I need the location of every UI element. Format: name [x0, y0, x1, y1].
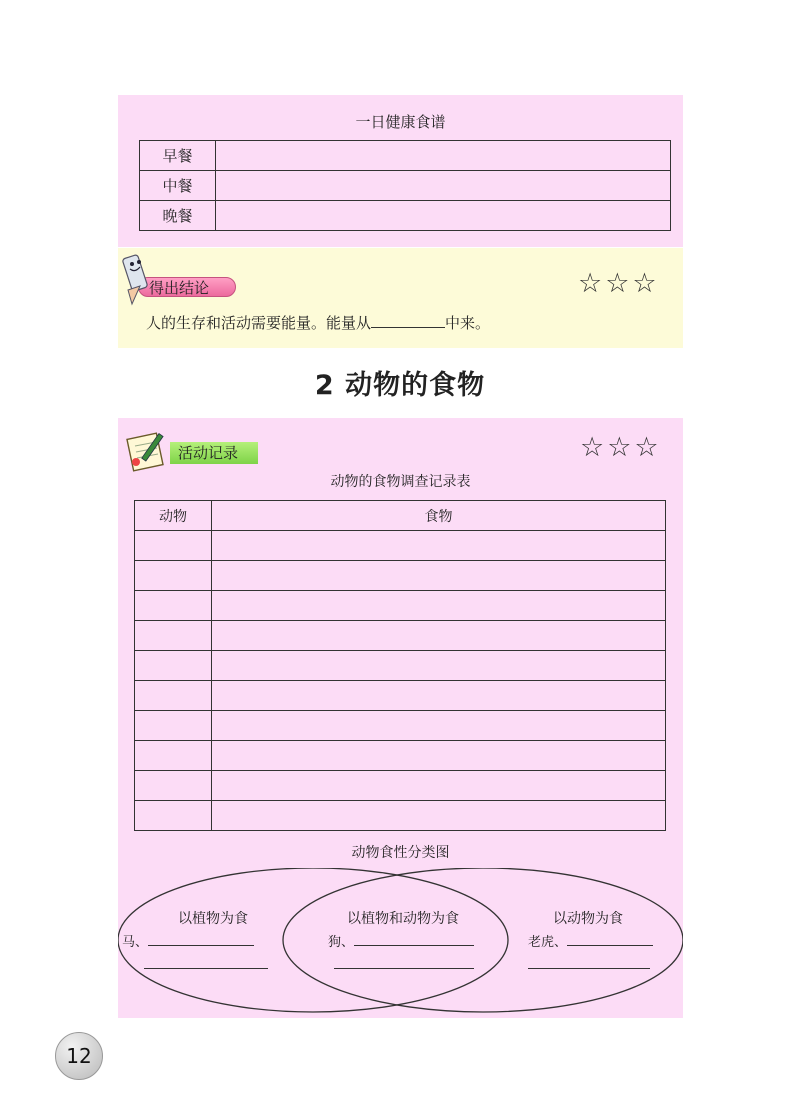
classification-title: 动物食性分类图 — [351, 845, 450, 861]
meal-label-dinner: 晚餐 — [140, 201, 216, 231]
column-header-animal: 动物 — [135, 501, 212, 531]
conclusion-banner: 得出结论 — [138, 277, 236, 297]
group-example-omnivore — [328, 931, 474, 950]
animal-cell[interactable] — [135, 681, 212, 711]
meal-plan-title: 一日健康食谱 — [355, 113, 446, 131]
food-cell[interactable] — [212, 771, 666, 801]
answer-blank[interactable] — [528, 968, 650, 969]
page-number: 12 — [55, 1032, 103, 1080]
activity-panel — [118, 418, 683, 1018]
answer-blank[interactable] — [144, 968, 268, 969]
food-cell[interactable] — [212, 711, 666, 741]
meal-entry-lunch[interactable] — [216, 171, 671, 201]
answer-blank[interactable] — [567, 933, 653, 946]
animal-food-table — [134, 500, 666, 831]
example-text: 老虎、 — [528, 935, 568, 950]
animal-cell[interactable] — [135, 651, 212, 681]
table-row — [135, 561, 666, 591]
rating-stars: ☆☆☆ — [578, 268, 660, 299]
meal-entry-breakfast[interactable] — [216, 141, 671, 171]
table-row — [140, 171, 671, 201]
food-cell[interactable] — [212, 741, 666, 771]
activity-banner: 活动记录 — [170, 442, 258, 464]
animal-cell[interactable] — [135, 561, 212, 591]
animal-cell[interactable] — [135, 801, 212, 831]
conclusion-sentence — [146, 312, 490, 333]
table-row — [135, 681, 666, 711]
table-row — [135, 591, 666, 621]
table-row — [135, 711, 666, 741]
food-cell[interactable] — [212, 531, 666, 561]
conclusion-blank[interactable] — [371, 313, 445, 328]
table-row — [135, 621, 666, 651]
group-label-herbivore: 以植物为食 — [178, 911, 248, 927]
food-cell[interactable] — [212, 561, 666, 591]
table-row — [135, 771, 666, 801]
group-example-carnivore — [528, 931, 653, 950]
answer-blank[interactable] — [354, 933, 474, 946]
food-cell[interactable] — [212, 591, 666, 621]
column-header-food: 食物 — [212, 501, 666, 531]
example-text: 马、 — [122, 935, 149, 950]
table-row — [135, 531, 666, 561]
meal-plan-panel — [118, 95, 683, 247]
conclusion-panel — [118, 248, 683, 348]
group-example-herbivore — [122, 931, 254, 950]
animal-cell[interactable] — [135, 711, 212, 741]
example-text: 狗、 — [328, 935, 355, 950]
meal-label-lunch: 中餐 — [140, 171, 216, 201]
notebook-icon — [124, 428, 170, 472]
table-row — [135, 651, 666, 681]
animal-cell[interactable] — [135, 531, 212, 561]
animal-cell[interactable] — [135, 771, 212, 801]
food-cell[interactable] — [212, 651, 666, 681]
food-cell[interactable] — [212, 681, 666, 711]
group-label-omnivore: 以植物和动物为食 — [347, 911, 459, 927]
meal-plan-table — [139, 140, 671, 231]
rating-stars: ☆☆☆ — [580, 432, 662, 463]
food-cell[interactable] — [212, 801, 666, 831]
meal-label-breakfast: 早餐 — [140, 141, 216, 171]
food-cell[interactable] — [212, 621, 666, 651]
animal-cell[interactable] — [135, 741, 212, 771]
pencil-mascot-icon — [118, 252, 152, 306]
table-row — [135, 801, 666, 831]
animal-cell[interactable] — [135, 591, 212, 621]
table-row — [135, 741, 666, 771]
animal-food-table-body — [135, 531, 666, 831]
group-label-carnivore: 以动物为食 — [553, 911, 623, 927]
conclusion-text-start: 人的生存和活动需要能量。能量从 — [146, 314, 372, 332]
table-row — [140, 201, 671, 231]
animal-cell[interactable] — [135, 621, 212, 651]
conclusion-text-end: 中来。 — [445, 314, 491, 332]
meal-entry-dinner[interactable] — [216, 201, 671, 231]
answer-blank[interactable] — [148, 933, 254, 946]
section-heading: 2 动物的食物 — [314, 370, 486, 401]
answer-blank[interactable] — [334, 968, 474, 969]
survey-table-title: 动物的食物调查记录表 — [330, 474, 471, 490]
venn-diagram — [118, 868, 683, 1016]
table-row — [140, 141, 671, 171]
table-header-row — [135, 501, 666, 531]
